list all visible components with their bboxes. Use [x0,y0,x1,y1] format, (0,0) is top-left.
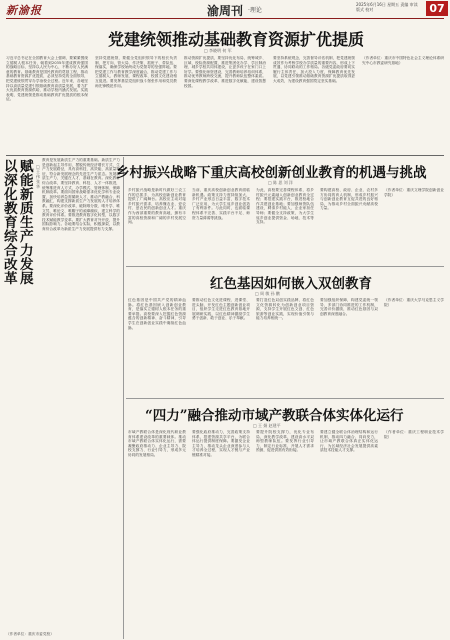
article3-column: 为此，高校要完善课程体系，将乡村振兴元素融入创新创业教育全过程；要搭建实践平台，推进校地合作共建创业基地；要加强师资队伍建设，聘请乡村能人、企业家担任导师；要健全支持政策，为大学生返乡创业提供资金、场地、技术等支持。 [256,188,314,225]
article5-title: “四力”融合推动市域产教联合体实体化运行 [145,408,404,424]
masthead-rule [6,18,444,19]
page-number: 07 [426,1,448,16]
article1-column: 要坚持系统观念，完善督导评估机制，把党建统领成效作为考核学校办学质量的重要内容，形成上下贯通、协同联动的工作格局。各级党委政府要切实履行主体责任，加大投入力度，保障教育优先发展，以党建引领推动基础教育资源扩优提质取得更大成效，为建设教育强国奠定坚实基础。 [273,56,355,83]
section-divider [126,266,444,267]
article1-byline: □ 李晓明 何 军 [204,48,232,53]
column-divider [123,157,124,639]
article2-author-note: （作者单位：重庆市委党校） [6,632,54,636]
article4-byline: □ 周 敏 孙 鹏 [255,291,280,296]
article3-body [128,188,444,262]
newspaper-logo: 新渝报 [6,4,42,17]
article1-body [6,56,444,153]
article2-column: 教育是发展新质生产力的重要基础。新质生产力是创新起主导作用，摆脱传统经济增长方式、生产力发展路径，具有高科技、高效能、高质量特征，符合新发展理念的先进生产力质态。发展新质生产力，关键在人才，基础在教育。深化教育综合改革，要坚持教育、科技、人才一体推进，统筹推进育人方式、办学模式、管理体制、保障机制改革。要面向国家战略需求优化学科专业设置，加快培养急需紧缺人才，推动产教融合、科教融汇，构建支撑新质生产力发展的人才培养体系。要深化评价改革，破除唯分数、唯升学、唯文凭、唯论文、唯帽子的顽瘴痼疾，建立科学的教育评价体系。要推进教育数字化转型，以数字技术赋能教学变革。要扩大教育对外开放，提升国际影响力。各地要结合实际，积极探索，以教育综合改革为新质生产力发展提供有力支撑。 [42,158,120,231]
article3-title: 乡村振兴战略下重庆高校创新创业教育的机遇与挑战 [116,165,427,181]
article4-column: （作者单位：重庆大学马克思主义学院） [384,298,444,307]
article4-title: 红色基因如何嵌入双创教育 [210,276,372,292]
article1-title: 党建统领推动基础教育资源扩优提质 [108,30,365,49]
article2-title-line1: 以深化教育综合改革 [4,159,18,287]
article5-column: 要提升院校支撑力，优化专业布局，深化教学改革，建设高水平双师型教师队伍。要发挥行业引导力，制定行业标准，开展人才需求预测，促进供需有效衔接。 [256,430,314,453]
section-divider [6,155,444,156]
article2-body [42,158,120,630]
article4-column: 要推动红色文化进课程、进课堂、进头脑，开发红色主题创新创业项目，组织学生走进红色教育基地开展调研实践，以红色精神激励学生勇于创新、敢于创业、乐于奉献。 [192,298,250,321]
article1-column: （作者单位：重庆市中国特色社会主义理论体系研究中心市教委研究基地） [362,56,444,65]
article5-body [128,430,444,635]
article3-byline: □ 陈 思 刘 洋 [268,180,293,185]
article1-column: 坚持党建统领，要健全党组织领导下的校长负责制，把方向、管大局、作决策、抓班子、带队伍、保落实，确保学校始终成为党领导的坚强阵地。要把党建工作与教育教学深度融合，推动党建工作与立德树人、教师发展、课程改革、校园文化建设相互促进。要发挥基层党组织战斗堡垒作用和党员教师先锋模范作用。 [95,56,177,88]
section-title: 渝周刊 [207,4,244,18]
article4-column: 要加强组织保障，构建党委统一领导、多部门协同推进的工作机制，完善评价激励，推动红色基因与双创教育深度融合。 [320,298,378,316]
article4-column: 红色基因是中国共产党的精神血脉。将红色基因嵌入创新创业教育，是落实立德树人根本任务的重要举措。高校要深入挖掘红色资源蕴含的创新精神、奋斗精神，引导学生在创新创业实践中赓续红色血脉。 [128,298,186,330]
article3-column: 乡村振兴战略是新时代做好三农工作的总抓手，为高校创新创业教育提供了广阔舞台。高校应主动对接乡村振兴需求，培养懂农业、爱农村、爱农民的创新创业人才。重庆作为西部重要的教育高地，拥有丰富的高校资源和广阔的乡村发展空间。 [128,188,186,225]
article3-column: 要构建高校、政府、企业、农村多方协同的育人机制，形成乡村振兴与创新创业教育互促共进的良好格局，为推动乡村全面振兴贡献高校力量。 [320,188,378,211]
article5-column: （作者单位：重庆工程职业技术学院） [384,430,444,439]
article3-column: 当前，重庆高校创新创业教育面临新机遇。政策支持力度持续加大，乡村产业形态日益丰富，数字技术广泛应用，为大学生返乡创业创造了有利条件。与此同时，也面临课程体系不完善、实践平台不足、师资力量薄弱等挑战。 [192,188,250,220]
article1-column: 推动资源扩优提质，要坚持优化布局，统筹城乡、区域、校际资源配置，推进集团化办学、学区制治理、城乡学校共同体建设，让更多孩子在家门口上好学。要强化师资建设，完善教师培养培训体系，推动优秀教师跨校交流，提升教师队伍整体素质。要深化课程教学改革，推进数字化赋能，建设智慧校园。 [184,56,266,88]
section-subtitle: ·理论 [248,7,262,14]
article5-column: 要建立健全联合体治理结构和运行机制，推动四力融合、同向发力，让市域产教联合体真正实体化运行，为区域经济社会发展提供高素质技术技能人才支撑。 [320,430,378,453]
article4-column: 要打造红色双创实践品牌，将红色文化资源转化为创新创业项目资源，支持学生开展红色文创、红色旅游等创业实践，实现价值引领与能力培养相统一。 [256,298,314,321]
masthead [0,0,450,18]
article2-title-line2: 赋能新质生产力发展 [20,159,34,287]
dateline: 2025年6月16日 星期五 责编 审读 版式 校对 [356,2,418,12]
section-divider [126,398,444,399]
article4-body [128,298,444,394]
article3-column: （作者单位：重庆文理学院创新创业学院） [384,188,444,197]
article2-byline: □ 王 伟 张 华 [36,164,40,189]
article5-column: 要强化政府推动力，完善政策支持体系，搭建资源共享平台，为联合体运行提供制度保障。要激发企业主导力，推动龙头企业深度参与人才培养全过程，实现人才链与产业链精准对接。 [192,430,250,457]
article5-byline: □ 王 娟 赵建平 [253,423,281,428]
article1-column: 习近平总书记在全国教育大会上强调，要紧紧围绕立德树人根本任务，朝着到2035年建成教育强国的战略目标，坚持以人民为中心，不断办好人民满意的教育。基础教育是国民教育的奠基工程，推动基础教育资源扩优提质，必须坚持党的全面领导，把党建统领贯穿办学治校全过程。近年来，各地坚持以高质量党建引领基础教育高质量发展，着力扩大优质教育资源供给，推动学校内涵式发展。实践表明，党建统领是推动基础教育扩优提质的根本保证。 [6,56,88,102]
article5-column: 市域产教联合体是深化现代职业教育体系建设改革的重要载体。推动市域产教联合体实体化运行，需要凝聚政府推动力、企业主导力、院校支撑力、行业引导力，形成多元协同的发展格局。 [128,430,186,457]
